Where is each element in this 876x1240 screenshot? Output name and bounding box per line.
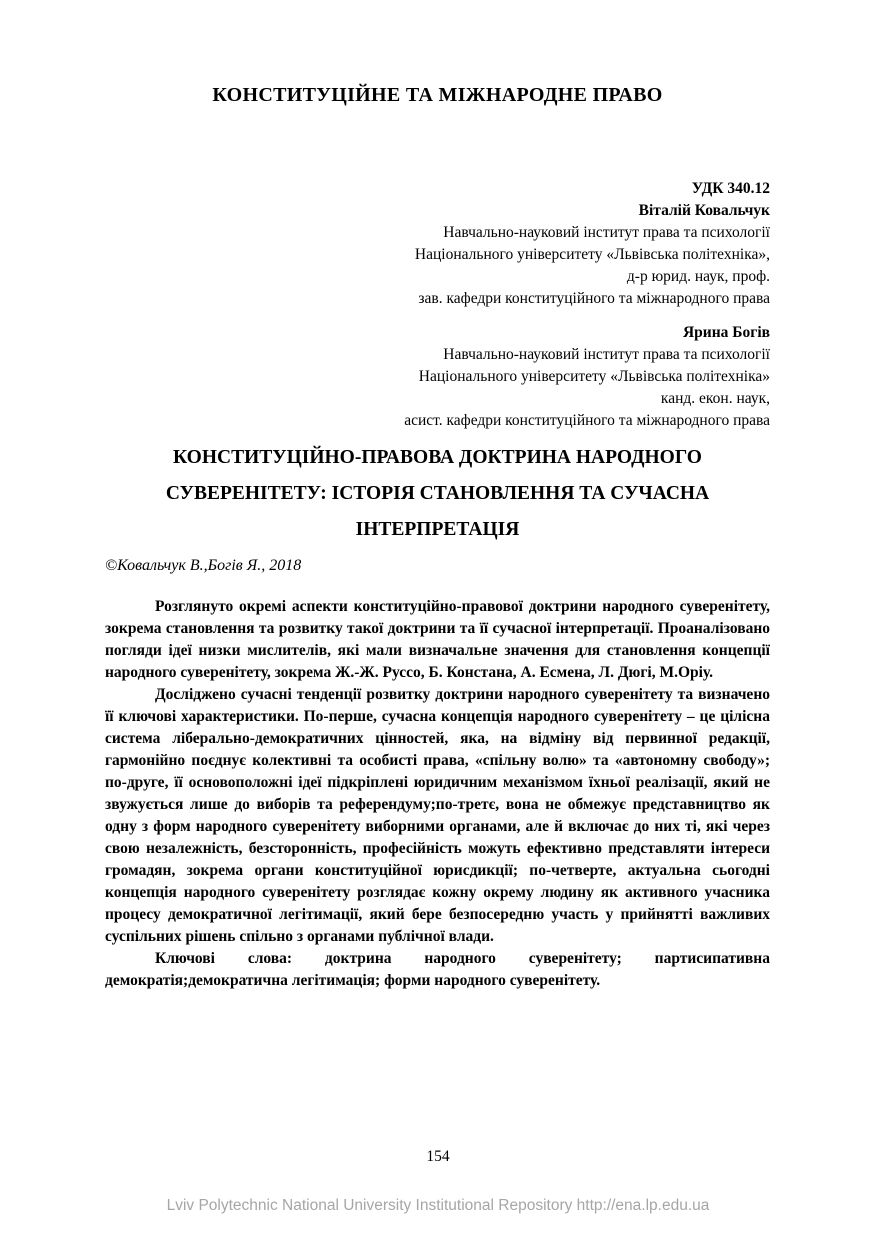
author-block-1 [105,178,770,310]
section-header: КОНСТИТУЦІЙНЕ ТА МІЖНАРОДНЕ ПРАВО [212,84,663,106]
author-2-name: Ярина Богів [682,324,770,341]
copyright-line: ©Ковальчук В.,Богів Я., 2018 [105,557,302,574]
author-block-2 [105,322,770,432]
keywords-paragraph: Ключові слова: доктрина народного суверенітету; партисипативна демократія;демократична легітимація; форми народного суверенітету. [105,950,770,989]
page-number: 154 [426,1148,450,1165]
author-1-affiliation-line: зав. кафедри конституційного та міжнародного права [418,290,770,307]
abstract-paragraph: Розглянуто окремі аспекти конституційно-правової доктрини народного суверенітету, зокрема становлення та розвитку такої доктрини та її сучасної інтерпретації. Проаналізовано погляди ідеї низки мислителів, які мали визначальне значення для становлення концепції народного суверенітету, зокрема Ж.-Ж. Руссо, Б. Констана, А. Есмена, Л. Дюгі, М.Оріу. [105,598,770,681]
abstract [105,596,770,992]
author-1-affiliation-line: д-р юрид. наук, проф. [626,268,770,285]
author-2-affiliation-line: канд. екон. наук, [660,390,770,407]
author-1-affiliation-line: Національного університету «Львівська політехніка», [414,246,770,263]
author-2-affiliation-line: асист. кафедри конституційного та міжнародного права [404,412,770,429]
author-2-affiliation-line: Національного університету «Львівська політехніка» [418,368,770,385]
author-1-name: Віталій Ковальчук [638,202,770,219]
abstract-paragraph: Досліджено сучасні тенденції розвитку доктрини народного суверенітету та визначено її ключові характеристики. По-перше, сучасна концепція народного суверенітету – це цілісна система ліберально-демократичних цінностей, яка, на відміну від первинної редакції, гармонійно поєднує колективні та особисті права, «спільну волю» та «автономну свободу»; по-друге, її основоположні ідеї підкріплені юридичним механізмом їхньої реалізації, який не звужується лише до виборів та референдуму;по-третє, вона не обмежує представництво як одну з форм народного суверенітету виборними органами, але й включає до них ті, які через свою незалежність, безсторонність, професійність можуть ефективно представляти інтереси громадян, зокрема органи конституційної юрисдикції; по-четверте, актуальна сьогодні концепція народного суверенітету розглядає кожну окрему людину як активного учасника процесу демократичної легітимації, який бере безпосередню участь у прийнятті важливих суспільних рішень спільно з органами публічної влади. [105,686,770,945]
repository-footer: Lviv Polytechnic National University Institutional Repository http://ena.lp.edu.ua [166,1197,710,1214]
udc-code: УДК 340.12 [691,180,770,197]
author-2-affiliation-line: Навчально-науковий інститут права та психології [443,346,770,363]
author-1-affiliation-line: Навчально-науковий інститут права та психології [443,224,770,241]
article-title: КОНСТИТУЦІЙНО-ПРАВОВА ДОКТРИНА НАРОДНОГО СУВЕРЕНІТЕТУ: ІСТОРІЯ СТАНОВЛЕННЯ ТА СУЧАСНА ІНТЕРПРЕТАЦІЯ [165,447,710,540]
